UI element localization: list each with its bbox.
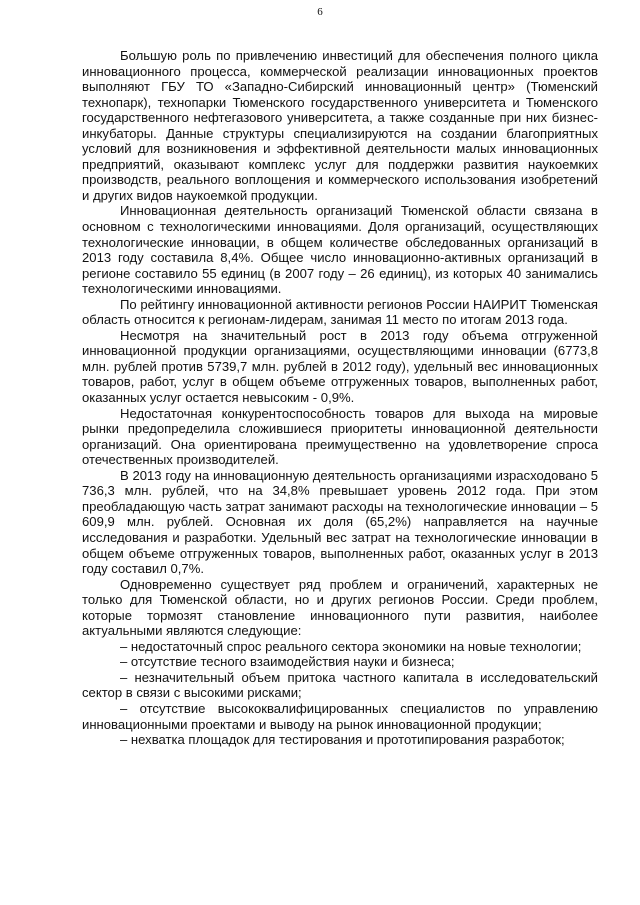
paragraph: В 2013 году на инновационную деятельность организациями израсходовано 5 736,3 млн. рублей, что на 34,8% превышает уровень 2012 года. При этом преобладающую часть затрат занимают расходы на технологические инновации – 5 609,9 млн. рублей. Основная их доля (65,2%) направляется на научные исследования и разработки. Удельный вес затрат на технологические инновации в общем объеме отгруженных товаров, выполненных работ, оказанных услуг в 2013 году составил 0,7%. (82, 467, 598, 577)
paragraph: Несмотря на значительный рост в 2013 году объема отгруженной инновационной продукции организациями, осуществляющими инновации (6773,8 млн. рублей против 5739,7 млн. рублей в 2012 году), удельный вес инновационных товаров, работ, услуг в общем объеме отгруженных товаров, выполненных работ, оказанных услуг остается невысоким - 0,9%. (82, 327, 598, 406)
list-item: – отсутствие высококвалифицированных специалистов по управлению инновационными проектами и выводу на рынок инновационной продукции; (82, 700, 598, 732)
paragraph: Большую роль по привлечению инвестиций для обеспечения полного цикла инновационного процесса, коммерческой реализации инновационных проектов выполняют ГБУ ТО «Западно-Сибирский инновационный центр» (Тюменский технопарк), технопарки Тюменского государственного университета и Тюменского государственного нефтегазового университета, а также созданные при них бизнес-инкубаторы. Данные структуры специализируются на создании благоприятных условий для возникновения и эффективной деятельности малых инновационных предприятий, оказывают комплекс услуг для поддержки развития наукоемких производств, реального воплощения и коммерческого использования изобретений и других видов наукоемкой продукции. (82, 48, 598, 203)
list-item: – отсутствие тесного взаимодействия науки и бизнеса; (120, 654, 455, 670)
paragraph: Одновременно существует ряд проблем и ограничений, характерных не только для Тюменской области, но и других регионов России. Среди проблем, которые тормозят становление инновационного пути развития, наиболее актуальными являются следующие: (82, 576, 598, 639)
list-item: – недостаточный спрос реального сектора экономики на новые технологии; (120, 638, 582, 654)
body-text (82, 48, 598, 748)
page-number: 6 (317, 6, 323, 18)
list-item: – незначительный объем притока частного капитала в исследовательский сектор в связи с высокими рисками; (82, 669, 598, 701)
paragraph: Недостаточная конкурентоспособность товаров для выхода на мировые рынки предопределила сложившиеся приоритеты инновационной деятельности организаций. Она ориентирована преимущественно на удовлетворение спроса отечественных производителей. (82, 405, 598, 468)
paragraph: Инновационная деятельность организаций Тюменской области связана в основном с технологическими инновациями. Доля организаций, осуществляющих технологические инновации, в общем количестве обследованных организаций в 2013 году составила 8,4%. Общее число инновационно-активных организаций в регионе составило 55 единиц (в 2007 году – 26 единиц), из которых 40 занимались технологическими инновациями. (82, 203, 598, 297)
list-item: – нехватка площадок для тестирования и прототипирования разработок; (120, 732, 565, 748)
paragraph: По рейтингу инновационной активности регионов России НАИРИТ Тюменская область относится к регионам-лидерам, занимая 11 место по итогам 2013 года. (82, 296, 598, 328)
